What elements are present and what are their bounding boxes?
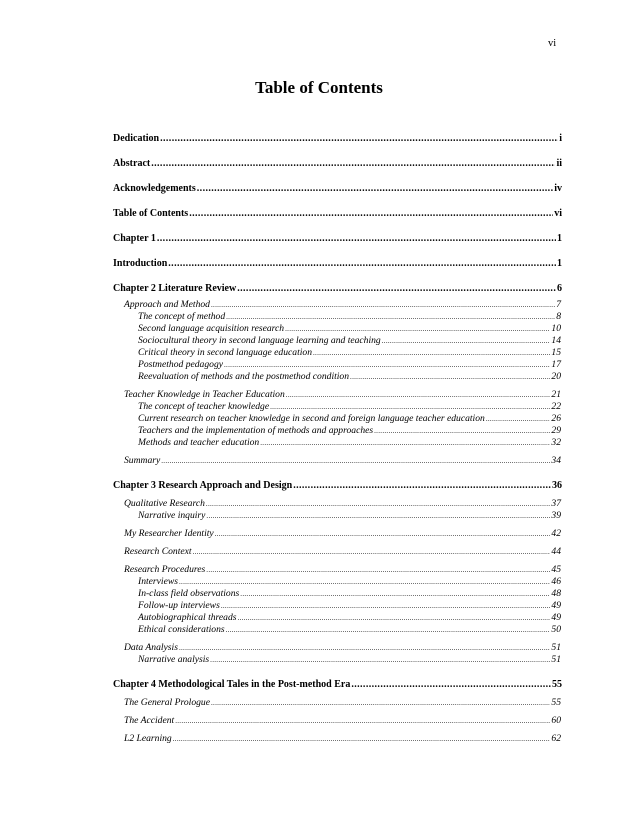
dot-leader — [382, 335, 551, 345]
toc-entry-label: Table of Contents — [113, 208, 189, 219]
toc-entry-page: 7 — [556, 299, 561, 310]
toc-entry-label: Summary — [124, 455, 161, 466]
dot-leader — [215, 528, 551, 538]
toc-entry-label: The concept of method — [138, 311, 226, 322]
toc-entry — [113, 233, 562, 245]
toc-entry-page: 32 — [551, 437, 561, 448]
toc-entry-label: My Researcher Identity — [124, 528, 214, 539]
toc-entry-page: 45 — [551, 564, 561, 575]
toc-entry-page: iv — [554, 183, 562, 194]
toc-entry-page: ii — [556, 158, 562, 169]
toc-entry-label: Chapter 2 Literature Review — [113, 283, 237, 294]
toc-entry — [124, 546, 561, 558]
toc-entry — [138, 576, 561, 588]
toc-entry-page: 60 — [551, 715, 561, 726]
toc-entry-page: i — [559, 133, 562, 144]
dot-leader — [238, 612, 551, 622]
toc-entry-page: 14 — [551, 335, 561, 346]
toc-entry-label: Narrative analysis — [138, 654, 210, 665]
toc-entry — [113, 480, 562, 492]
toc-entry — [124, 389, 561, 401]
toc-entry-label: Abstract — [113, 158, 151, 169]
toc-entry-label: Narrative inquiry — [138, 510, 206, 521]
dot-leader — [179, 576, 550, 586]
toc-entry-page: 17 — [551, 359, 561, 370]
toc-entry-page: 21 — [551, 389, 561, 400]
toc-entry-label: Approach and Method — [124, 299, 210, 310]
toc-entry-label: Second language acquisition research — [138, 323, 285, 334]
toc-entry-label: Interviews — [138, 576, 178, 587]
toc-entry — [124, 455, 561, 467]
dot-leader — [206, 510, 550, 520]
toc-entry-label: The concept of teacher knowledge — [138, 401, 270, 412]
toc-entry-label: Current research on teacher knowledge in second and foreign language teacher education — [138, 413, 485, 424]
toc-entry-label: Sociocultural theory in second language learning and teaching — [138, 335, 381, 346]
dot-leader — [270, 401, 550, 411]
toc-entry — [138, 600, 561, 612]
dot-leader — [175, 715, 550, 725]
toc-entry-label: Teachers and the implementation of methods and approaches — [138, 425, 374, 436]
dot-leader — [226, 311, 555, 321]
dot-leader — [211, 299, 555, 309]
toc-entry-label: The Accident — [124, 715, 175, 726]
toc-entry-page: 48 — [551, 588, 561, 599]
toc-entry-page: 51 — [551, 642, 561, 653]
toc-entry-page: 29 — [551, 425, 561, 436]
toc-entry — [124, 528, 561, 540]
toc-entry — [124, 498, 561, 510]
toc-entry — [113, 133, 562, 145]
toc-entry-page: 39 — [551, 510, 561, 521]
toc-entry-label: Introduction — [113, 258, 168, 269]
dot-leader — [210, 654, 550, 664]
dot-leader — [206, 564, 550, 574]
dot-leader — [161, 455, 550, 465]
toc-entry — [113, 679, 562, 691]
toc-entry-label: Follow-up interviews — [138, 600, 220, 611]
toc-entry-label: Ethical considerations — [138, 624, 225, 635]
toc-entry — [124, 697, 561, 709]
toc-entry — [138, 311, 561, 323]
toc-entry — [124, 642, 561, 654]
page-title: Table of Contents — [255, 78, 383, 97]
toc-entry — [124, 564, 561, 576]
toc-entry — [138, 413, 561, 425]
page-number: vi — [548, 38, 557, 49]
toc-entry — [138, 437, 561, 449]
toc-entry-page: vi — [554, 208, 562, 219]
toc-entry-page: 20 — [551, 371, 561, 382]
toc-entry-label: Postmethod pedagogy — [138, 359, 223, 370]
toc-entry-page: 50 — [551, 624, 561, 635]
toc-entry-label: Chapter 3 Research Approach and Design — [113, 480, 293, 491]
toc-entry-label: Autobiographical threads — [138, 612, 237, 623]
dot-leader — [286, 389, 551, 399]
toc-entry-page: 10 — [551, 323, 561, 334]
toc-entry-label: Qualitative Research — [124, 498, 205, 509]
toc-entry — [138, 510, 561, 522]
dot-leader — [350, 371, 550, 381]
toc-entry — [138, 359, 561, 371]
toc-entry — [113, 183, 562, 195]
toc-entry — [124, 715, 561, 727]
toc-entry-page: 36 — [552, 480, 562, 491]
dot-leader — [293, 480, 551, 490]
toc-entry-page: 49 — [551, 600, 561, 611]
dot-leader — [224, 359, 550, 369]
dot-leader — [193, 546, 551, 556]
toc-entry — [113, 158, 562, 170]
toc-entry-label: Research Context — [124, 546, 192, 557]
toc-entry — [113, 258, 562, 270]
toc-entry-label: Critical theory in second language education — [138, 347, 312, 358]
toc-entry-label: Teacher Knowledge in Teacher Education — [124, 389, 285, 400]
toc-entry-label: Chapter 4 Methodological Tales in the Post-method Era — [113, 679, 351, 690]
toc-entry-label: Acknowledgements — [113, 183, 196, 194]
dot-leader — [313, 347, 550, 357]
toc-entry-label: The General Prologue — [124, 697, 210, 708]
toc-entry — [138, 323, 561, 335]
toc-entry-page: 46 — [551, 576, 561, 587]
dot-leader — [179, 642, 550, 652]
toc-entry — [138, 401, 561, 413]
dot-leader — [160, 133, 558, 143]
toc-entry-page: 42 — [551, 528, 561, 539]
toc-entry-page: 15 — [551, 347, 561, 358]
toc-entry — [113, 208, 562, 220]
toc-entry-page: 55 — [552, 679, 562, 690]
toc-entry-page: 6 — [557, 283, 562, 294]
dot-leader — [211, 697, 550, 707]
toc-entry — [138, 624, 561, 636]
toc-entry — [138, 425, 561, 437]
toc-entry-page: 1 — [557, 258, 562, 269]
toc-entry-label: In-class field observations — [138, 588, 240, 599]
toc-entry-label: Reevaluation of methods and the postmethod condition — [138, 371, 350, 382]
toc-entry-page: 22 — [551, 401, 561, 412]
dot-leader — [151, 158, 555, 168]
dot-leader — [285, 323, 550, 333]
toc-entry-page: 26 — [551, 413, 561, 424]
toc-entry — [113, 283, 562, 295]
dot-leader — [486, 413, 551, 423]
dot-leader — [221, 600, 551, 610]
dot-leader — [240, 588, 550, 598]
toc-entry-page: 62 — [551, 733, 561, 744]
toc-entry-label: Data Analysis — [124, 642, 178, 653]
dot-leader — [206, 498, 551, 508]
dot-leader — [168, 258, 556, 268]
toc-entry-page: 55 — [551, 697, 561, 708]
toc-entry-page: 37 — [551, 498, 561, 509]
toc-entry — [138, 347, 561, 359]
dot-leader — [157, 233, 556, 243]
toc-entry-page: 49 — [551, 612, 561, 623]
toc-entry — [124, 299, 561, 311]
dot-leader — [173, 733, 551, 743]
dot-leader — [197, 183, 553, 193]
dot-leader — [226, 624, 551, 634]
toc-entry-page: 8 — [556, 311, 561, 322]
toc-entry — [124, 733, 561, 745]
toc-entry-page: 51 — [551, 654, 561, 665]
toc-entry-page: 1 — [557, 233, 562, 244]
dot-leader — [374, 425, 550, 435]
dot-leader — [237, 283, 556, 293]
toc-entry-page: 34 — [551, 455, 561, 466]
toc-entry-label: Methods and teacher education — [138, 437, 260, 448]
toc-entry-label: Research Procedures — [124, 564, 206, 575]
toc-entry-label: Dedication — [113, 133, 160, 144]
toc-entry-label: L2 Learning — [124, 733, 172, 744]
dot-leader — [351, 679, 551, 689]
toc-entry — [138, 371, 561, 383]
toc-entry-page: 44 — [551, 546, 561, 557]
dot-leader — [260, 437, 550, 447]
toc-entry — [138, 612, 561, 624]
toc-entry — [138, 335, 561, 347]
toc-entry — [138, 588, 561, 600]
toc-entry — [138, 654, 561, 666]
toc-entry-label: Chapter 1 — [113, 233, 156, 244]
dot-leader — [189, 208, 553, 218]
